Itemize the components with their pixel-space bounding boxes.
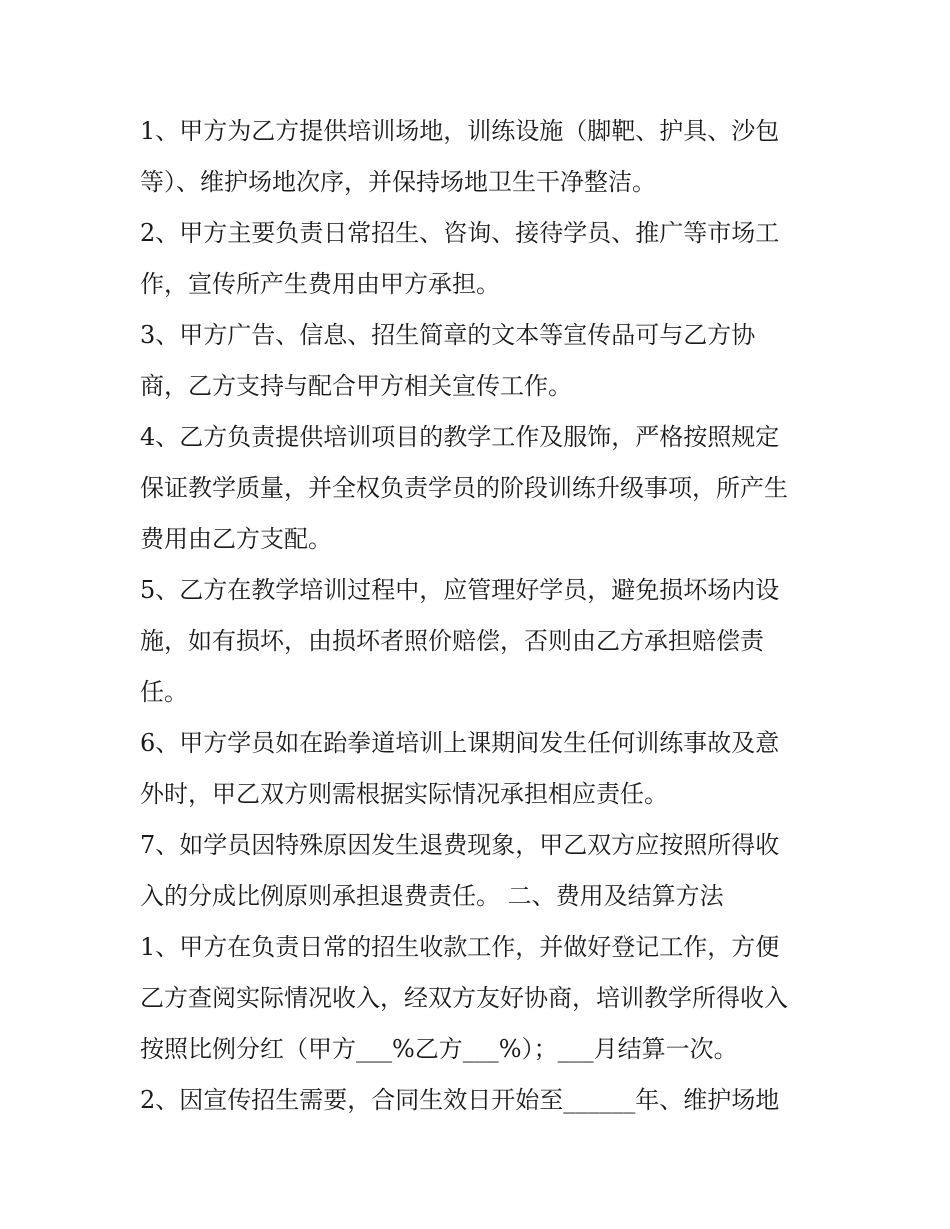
text-line: 4、乙方负责提供培训项目的教学工作及服饰，严格按照规定 (140, 423, 780, 451)
text-line: 施，如有损坏，由损坏者照价赔偿，否则由乙方承担赔偿责 (140, 627, 764, 655)
contract-text (140, 106, 820, 1126)
text-line: 1、甲方为乙方提供培训场地，训练设施（脚靶、护具、沙包 (140, 117, 780, 145)
text-line: 入的分成比例原则承担退费责任。 二、费用及结算方法 (140, 882, 724, 910)
text-line: 作，宣传所产生费用由甲方承担。 (140, 270, 500, 298)
text-line: 7、如学员因特殊原因发生退费现象，甲乙双方应按照所得收 (140, 831, 780, 859)
text-line: 5、乙方在教学培训过程中，应管理好学员，避免损坏场内设 (140, 576, 780, 604)
text-line: 2、甲方主要负责日常招生、咨询、接待学员、推广等市场工 (140, 219, 780, 247)
text-line: 乙方查阅实际情况收入，经双方友好协商，培训教学所得收入 (140, 984, 788, 1012)
text-line: 3、甲方广告、信息、招生简章的文本等宣传品可与乙方协 (140, 321, 756, 349)
text-line: 外时，甲乙双方则需根据实际情况承担相应责任。 (140, 780, 668, 808)
text-line: 2、因宣传招生需要，合同生效日开始至______年、维护场地 (140, 1086, 780, 1114)
text-line: 商，乙方支持与配合甲方相关宣传工作。 (140, 372, 572, 400)
text-line: 任。 (140, 678, 188, 706)
text-line: 1、甲方在负责日常的招生收款工作，并做好登记工作，方便 (140, 933, 780, 961)
text-line: 费用由乙方支配。 (140, 525, 332, 553)
text-line: 保证教学质量，并全权负责学员的阶段训练升级事项，所产生 (140, 474, 788, 502)
text-line: 6、甲方学员如在跆拳道培训上课期间发生任何训练事故及意 (140, 729, 780, 757)
text-line: 按照比例分红（甲方___%乙方___%）；___月结算一次。 (140, 1035, 738, 1063)
text-line: 等）、维护场地次序，并保持场地卫生干净整洁。 (140, 168, 656, 196)
